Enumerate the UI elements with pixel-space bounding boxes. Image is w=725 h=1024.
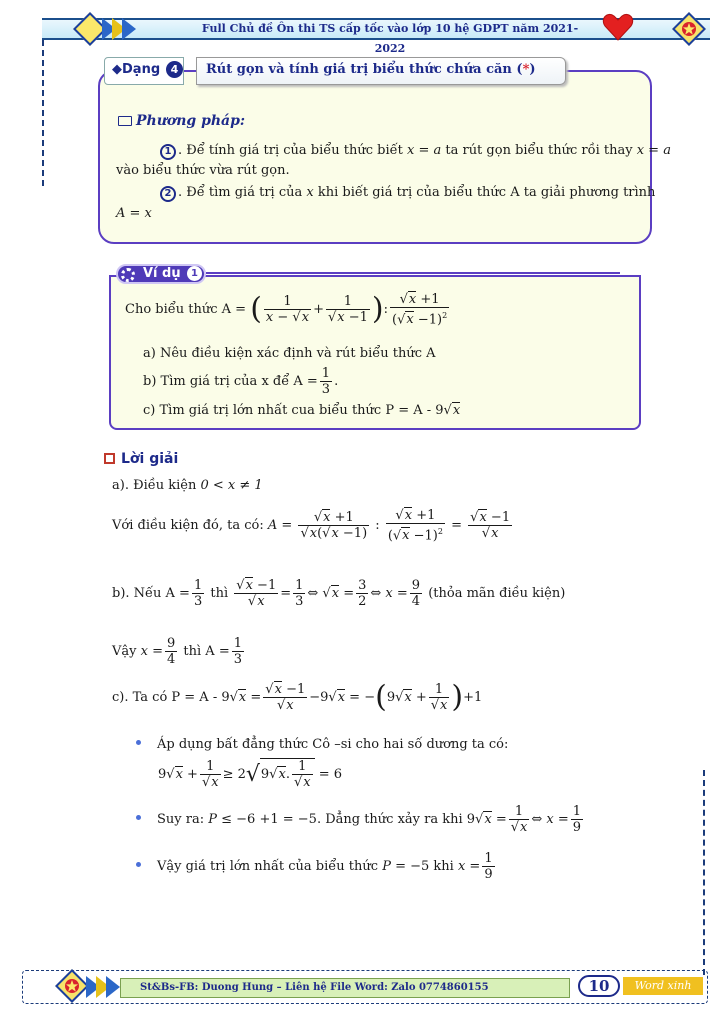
folder-icon — [118, 116, 132, 126]
left-dashed-rule — [42, 40, 44, 186]
question-b-frac: $\frac{1}{3}$ — [321, 366, 331, 397]
checkbox-icon — [104, 453, 115, 464]
dang-number-badge: 4 — [166, 61, 183, 78]
bullet-1 — [136, 735, 508, 755]
sol-c-frac-4: $\frac{1}{√x}$ — [293, 759, 311, 790]
formula-frac-1: $\frac{1}{x - √x}$ — [265, 294, 310, 326]
bullet-3-text: Vậy giá trị lớn nhất của biểu thức — [157, 859, 379, 874]
sol-b-frac-3: $\frac{1}{3}$ — [295, 578, 304, 609]
bullet-3-text-b: khi — [433, 859, 454, 874]
example-label: Ví dụ — [143, 266, 181, 281]
solution-b-conclusion: Vậy x = $\frac{9}{4}$ thì A = $\frac{1}{3}$ — [112, 636, 243, 667]
footer-arrows-icon — [90, 976, 120, 998]
question-b-text: b) Tìm giá trị của x để A = — [143, 374, 318, 389]
method-item-1-text-b: ta rút gọn biểu thức rồi thay — [441, 143, 637, 158]
method-item-2-cont: A = x — [116, 206, 152, 221]
bullet-1-text: Áp dụng bất đẳng thức Cô –si cho hai số dương ta có: — [157, 737, 509, 752]
header-title: Full Chủ đề Ôn thi TS cấp tốc vào lớp 10 hệ GDPT năm 2021-2022 — [201, 22, 579, 55]
method-item-1-math2: x = a — [636, 143, 671, 158]
example-number-badge: 1 — [187, 266, 202, 281]
sol-a-frac-3: $\frac{√x -1}{√x}$ — [470, 510, 511, 542]
footer-star-icon — [64, 978, 80, 994]
example-tab-line — [206, 272, 620, 274]
solution-b-if: b). Nếu A = — [112, 586, 190, 601]
bullet-2-text-b: . Dẳng thức xảy ra khi — [316, 812, 463, 827]
method-item-2-text-a: . Để tìm giá trị của — [178, 185, 307, 200]
header-star-icon — [681, 21, 697, 37]
method-item-1-number: 1 — [160, 144, 176, 160]
solution-b-conc-1: Vậy — [112, 644, 137, 659]
solution-a-condition-math: 0 < x ≠ 1 — [200, 478, 263, 493]
method-item-1-math: x = a — [406, 143, 442, 158]
solution-c-intro: c). Ta có P = A - 9 — [112, 690, 230, 705]
method-item-2-text-b: khi biết giá trị của biểu thức A ta giải phương trình — [313, 185, 656, 200]
sol-c-frac-2: $\frac{1}{√x}$ — [430, 682, 448, 713]
sol-a-frac-1: $\frac{√x +1}{√x(√x -1)}$ — [300, 510, 368, 542]
solution-a-text: Với điều kiện đó, ta có: — [112, 518, 264, 534]
formula-frac-2: $\frac{1}{√x -1}$ — [327, 294, 368, 326]
method-heading-text: Phương pháp: — [136, 113, 246, 129]
method-item-2-number: 2 — [160, 186, 176, 202]
sol-c-frac-6: $\frac{1}{9}$ — [572, 804, 582, 835]
question-c-text: c) Tìm giá trị lớn nhất cua biểu thức P = A - 9 — [143, 403, 444, 418]
bullet-icon — [136, 862, 141, 867]
bullet-3: Vậy giá trị lớn nhất của biểu thức P = −5 khi x = $\frac{1}{9}$ — [136, 851, 497, 882]
footer-text: St&Bs-FB: Duong Hung – Liên hệ File Word: Zalo 0774860155 — [140, 982, 489, 993]
formula-frac-3: $\frac{√x +1}{(√x -1)^2}$ — [392, 292, 448, 328]
method-item-1-text-a: . Để tính giá trị của biểu thức biết — [178, 143, 407, 158]
heart-icon — [602, 12, 634, 42]
example-formula: Cho biểu thức A = ( $\frac{1}{x - √x}$ + $\frac{1}{√x -1}$ ): $\frac{√x +1}{(√x -1)^2}$ — [125, 291, 448, 328]
dang-label-text: Dạng — [122, 62, 161, 77]
gear-icon — [121, 268, 135, 282]
bullet-2: Suy ra: P ≤ −6 +1 = −5. Dẳng thức xảy ra khi 9√x = $\frac{1}{√x}$ ⇔ x = $\frac{1}{9}$ — [136, 804, 585, 835]
sol-b-frac-7: $\frac{1}{3}$ — [233, 636, 243, 667]
dang-title-text: Rút gọn và tính giá trị biểu thức chứa căn ( — [206, 62, 523, 77]
method-item-2 — [160, 183, 655, 203]
question-c: c) Tìm giá trị lớn nhất cua biểu thức P = A - 9√x — [143, 403, 461, 418]
dang-label: ◆Dạng — [112, 62, 161, 77]
sol-c-frac-1: $\frac{√x -1}{√x}$ — [265, 682, 306, 713]
sol-a-frac-2: $\frac{√x +1}{(√x -1)^2}$ — [387, 508, 443, 544]
solution-a-condition-text: a). Điều kiện — [112, 478, 197, 493]
paren-close: ) — [371, 291, 384, 327]
sol-b-frac-4: $\frac{3}{2}$ — [358, 578, 367, 609]
right-dashed-rule — [703, 770, 705, 975]
solution-b-then: thì — [210, 586, 229, 601]
solution-a-formula: Với điều kiện đó, ta có: A = $\frac{√x +1}{√x(√x -1)}$ : $\frac{√x +1}{(√x -1)^2}$ = $\frac{√x -1}{√x}$ — [112, 508, 511, 544]
header-arrows-icon — [106, 18, 136, 40]
dang-title-close: ) — [529, 62, 536, 77]
bullet-1-math: 9√x + $\frac{1}{√x}$ ≥ 2√9√x. $\frac{1}{√x}$ = 6 — [158, 759, 343, 790]
bullet-icon — [136, 815, 141, 820]
solution-a-condition — [112, 476, 263, 496]
sol-c-frac-5: $\frac{1}{√x}$ — [510, 804, 528, 835]
sol-b-frac-1: $\frac{1}{3}$ — [193, 578, 203, 609]
method-item-1-cont: vào biểu thức vừa rút gọn. — [116, 163, 290, 178]
solution-b-formula: b). Nếu A = $\frac{1}{3}$ thì $\frac{√x -1}{√x}$ = $\frac{1}{3}$ ⇔ √x = $\frac{3}{2}$ ⇔ x = $\frac{9}{4}$ (thỏa mãn điều kiện) — [112, 578, 566, 609]
sol-b-frac-2: $\frac{√x -1}{√x}$ — [236, 578, 277, 609]
bullet-icon — [136, 740, 141, 745]
method-heading — [118, 113, 245, 129]
solution-b-conc-2: thì A = — [183, 644, 230, 659]
sol-c-frac-3: $\frac{1}{√x}$ — [201, 759, 219, 790]
solution-b-ok: (thỏa mãn điều kiện) — [428, 586, 566, 601]
method-item-2-x: x — [306, 185, 314, 200]
brand-badge: Word xinh — [623, 977, 703, 995]
question-a: a) Nêu điều kiện xác định và rút biểu thức A — [143, 346, 436, 361]
bullet-2-text-a: Suy ra: — [157, 812, 205, 827]
paren-open: ( — [250, 291, 262, 327]
solution-c-formula: c). Ta có P = A - 9√x = $\frac{√x -1}{√x}$ −9√x = −(9√x + $\frac{1}{√x}$ )+1 — [112, 679, 483, 715]
example-intro: Cho biểu thức A = — [125, 302, 247, 318]
sol-c-frac-7: $\frac{1}{9}$ — [484, 851, 493, 882]
solution-heading — [104, 451, 178, 467]
dang-title-star: * — [522, 62, 530, 77]
page-number: 10 — [578, 975, 620, 997]
sol-b-frac-5: $\frac{9}{4}$ — [411, 578, 421, 609]
solution-heading-text: Lời giải — [121, 451, 179, 467]
question-b: b) Tìm giá trị của x để A = $\frac{1}{3}$ . — [143, 366, 339, 397]
sol-b-frac-6: $\frac{9}{4}$ — [167, 636, 176, 667]
method-item-1 — [160, 141, 671, 161]
dang-title — [206, 62, 536, 77]
